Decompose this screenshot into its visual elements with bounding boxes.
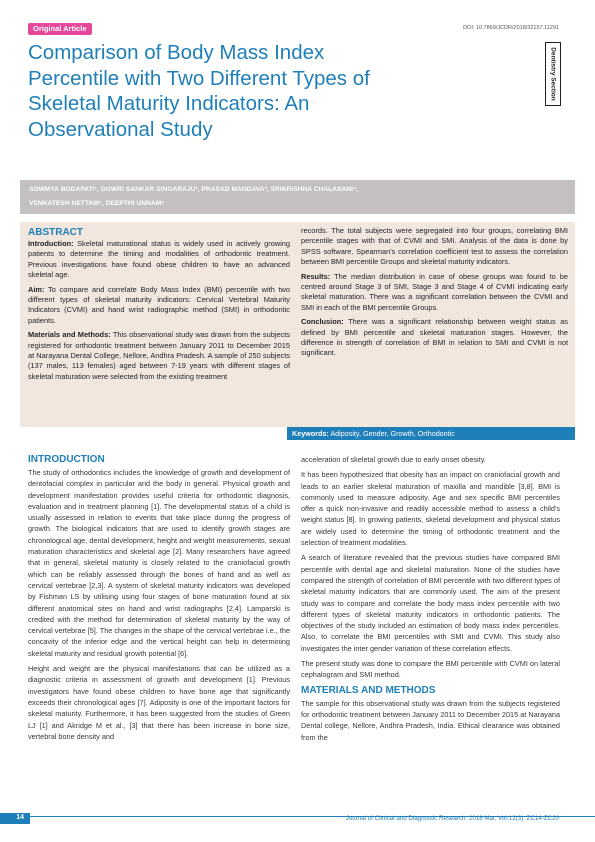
- methods-heading: MATERIALS AND METHODS: [301, 684, 436, 696]
- conclusion-text: There was a significant relationship between weight status as defined by BMI percentile and skeletal maturation stages. However, the difference in strength of correlation of BMI in relation to SMI and CVMI is not significant.: [301, 317, 568, 358]
- authors-line-1: SOWMYA BODAPATI¹, GOWRI SANKAR SINGARAJU², PRASAD MANDAVA³, SRIKRISHNA CHALASANI⁴,: [29, 186, 359, 193]
- introduction-heading: INTRODUCTION: [28, 454, 105, 465]
- body-left-column: [28, 454, 290, 746]
- results-label: Results:: [301, 271, 331, 281]
- keywords-bar: [287, 427, 575, 440]
- introduction-paragraph-3: acceleration of skeletal growth due to early onset obesity.: [301, 455, 486, 464]
- authors-bar: [20, 180, 575, 214]
- keywords-label: Keywords:: [292, 429, 329, 438]
- abstract-aim: [28, 285, 290, 327]
- introduction-label: Introduction:: [28, 239, 74, 248]
- introduction-paragraph-5: A search of literature revealed that the previous studies have compared BMI percentile with dental age and skeletal maturation. None of the studies have compared the strength of correlation of BMI percentile with two different types of skeletal maturity indicators that are commonly used. The aim of the present study was to compare and correlate the body mass index percentile with two different types of skeletal maturity indicators in orthodontic patients. The objectives of the study included an estimation of body mass index percentiles. Also, to correlate the BMI percentiles with SMI and CVMI. This study also investigates the inter gender variation of these correlation effects.: [301, 553, 560, 653]
- introduction-paragraph-6: The present study was done to compare the BMI percentile with CVMI on lateral cephalogram and SMI method.: [301, 659, 560, 680]
- introduction-paragraph-1: The study of orthodontics includes the knowledge of growth and development of dentofacial complex in particular and the body in general. Physical growth and development manifestation provides useful criteria for orthodontic diagnosis, evaluation and in treatment planning [1]. The developmental status of a child is usually assessed in relation to events that take place during the progress of growth. The biological indicators that are used to identify growth stages are chronological age, dental development, height and weight measurements, sexual maturation characteristics and skeletal age [2]. Many researchers have agreed that in general, skeletal maturity is closely related to the craniofacial growth which can be reliably assessed through the bones of hand and as well as cervical vertebrae [2,3]. A system of skeletal maturity indicators was developed by Fishman LS by utilising using four stages of bone maturation found at six different anatomical sites on hand and wrist radiographs [2,4]. Lamparski is credited with the method for determination of skeletal maturity by the way of cervical vertebrae [5]. The changes in the shape of the cervical vertebrae i.e., the concavity of the inferior edge and the vertical height can help in determining skeletal maturity and residual growth potential [6].: [28, 468, 290, 658]
- introduction-paragraph-4: It has been hypothesized that obesity has an impact on craniofacial growth and leads to an earlier skeletal maturation of maxilla and mandible [3,8]. BMI is commonly used to measure adiposity. Age and sex specific BMI percentiles offer a quick non-invasive and readily accessible method to assess a child's weight status [8]. In growing patients, skeletal development and physical status are widely used to determine the timing of orthodontic treatment and the selection of treatment modalities.: [301, 470, 560, 548]
- abstract-heading: ABSTRACT: [28, 227, 83, 238]
- section-tab: [545, 42, 561, 106]
- introduction-text: Skeletal maturational status is widely used in actively growing patients to determine the timing and modalities of orthodontic treatment. Previous investigations have found obese children to have an advanced skeletal age.: [28, 239, 290, 280]
- results-text: The median distribution in case of obese groups was found to be centred around Stage 3 of SMI, Stage 3 and Stage 4 of CVMI indicating early skeletal maturation. There was a significant correlation between the CVMI and SMI in each of the BMI percentile Groups.: [301, 271, 568, 312]
- abstract-right-column: [301, 226, 568, 363]
- abstract-introduction: [28, 239, 290, 281]
- abstract-results: [301, 272, 568, 314]
- page-number: 14: [0, 813, 30, 824]
- conclusion-label: Conclusion:: [301, 317, 344, 327]
- doi-text[interactable]: DOI: 10.7860/JCDR/2018/32157.11291: [463, 25, 559, 31]
- methods-label: Materials and Methods:: [28, 330, 111, 340]
- section-label: Dentistry Section: [549, 47, 557, 101]
- introduction-paragraph-2: Height and weight are the physical manifestations that can be utilized as a diagnostic criteria in assessment of growth and development [1]. Previous investigators have found obese children to have bone age that significantly exceeds their chronological ages [7]. Adiposity is one of the important factors for skeletal maturity. Furthermore, it has been suggested from the studies of Green LJ [1] and Akridge M et al., [3] that there has been increase in bone size, vertebral bone density and: [28, 664, 290, 741]
- methods-paragraph-1: The sample for this observational study was drawn from the subjects registered for orthodontic treatment between January 2011 to December 2015 at Narayana Dental college, Nellore, Andhra Pradesh, India. Ethical clearance was obtained from the: [301, 698, 560, 742]
- abstract-methods: [28, 330, 290, 382]
- abstract-methods-continued: records. The total subjects were segregated into four groups, correlating BMI percentile stages with that of CVMI and SMI. Analysis of the data is done by SPSS software. Spearman's correlation coefficient test to assess the correlation between BMI percentile Groups and skeletal maturity indicators.: [301, 226, 568, 267]
- abstract-box: [20, 222, 575, 427]
- abstract-left-column: [28, 226, 290, 386]
- abstract-conclusion: [301, 317, 568, 359]
- journal-citation: Journal of Clinical and Diagnostic Research. 2018 Mar, Vol-12(3): ZC14-ZC20: [345, 815, 559, 822]
- article-type-badge: Original Article: [28, 23, 92, 35]
- authors-line-2: VENKATESH NETTAM⁵, DEEPTHI UNNAM⁶: [29, 200, 165, 207]
- aim-label: Aim:: [28, 284, 45, 294]
- article-title: Comparison of Body Mass Index Percentile with Two Different Types of Skeletal Maturity Indicators: An Observational Study: [28, 41, 370, 141]
- keywords-value: Adiposity, Gender, Growth, Orthodontic: [330, 429, 455, 438]
- body-right-column: [301, 454, 560, 747]
- aim-text: To compare and correlate Body Mass Index (BMI) percentile with two different types of skeletal maturity indicators: Cervical Vertebral Maturity Indicators (CVMI) and hand wrist radiographic method (SMI) in orthodontic patients.: [28, 284, 291, 325]
- methods-text: This observational study was drawn from the subjects registered for orthodontic treatment between January 2011 to December 2015 at Narayana Dental College, Nellore, Andhra Pradesh. A sample of 250 subjects (137 males, 113 females) aged between 7-19 years with different stages of skeletal maturation were selected from the existing treatment: [28, 330, 291, 381]
